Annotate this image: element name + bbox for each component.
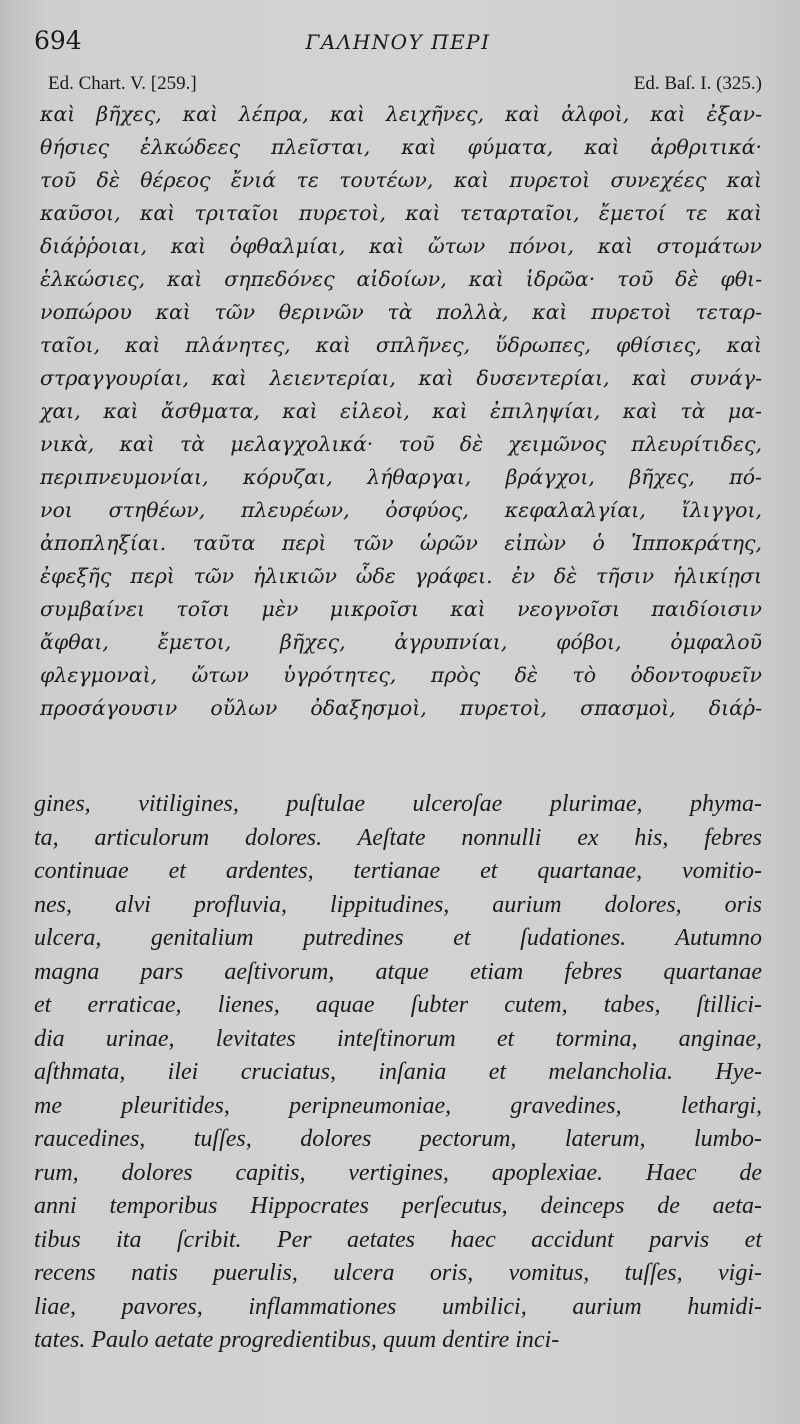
greek-text-line: θήσιες ἑλκώδεες πλεῖσται, καὶ φύματα, καὶ ἀρθριτικά· [40,135,762,159]
greek-text-line: καὶ βῆχες, καὶ λέπρα, καὶ λειχῆνες, καὶ ἀλφοὶ, καὶ ἐξαν- [40,102,762,126]
latin-text-line: ulcera, genitalium putredines et ſudationes. Autumno [34,925,762,951]
latin-text-line: tibus ita ſcribit. Per aetates haec accidunt parvis et [34,1226,762,1253]
greek-text-line: χαι, καὶ ἄσθματα, καὶ εἰλεοὶ, καὶ ἐπιληψίαι, καὶ τὰ μα- [40,399,762,423]
latin-text-line: liae, pavores, inflammationes umbilici, aurium humidi- [34,1293,762,1320]
greek-text-line: περιπνευμονίαι, κόρυζαι, λήθαργαι, βράγχοι, βῆχες, πό- [40,465,762,489]
latin-text-line: aſthmata, ilei cruciatus, inſania et melancholia. Hye- [34,1059,762,1085]
edition-ref-left: Ed. Chart. V. [259.] [48,73,197,94]
greek-text-line: νικὰ, καὶ τὰ μελαγχολικά· τοῦ δὲ χειμῶνος πλευρίτιδες, [40,432,762,456]
latin-text-line: dia urinae, levitates inteſtinorum et tormina, anginae, [34,1025,762,1052]
edition-ref-right: Ed. Baſ. I. (325.) [633,73,762,94]
greek-text-line: ἀποπληξίαι. ταῦτα περὶ τῶν ὡρῶν εἰπὼν ὁ Ἱπποκράτης, [40,531,762,555]
page-number: 694 [34,26,82,55]
greek-text-line: τοῦ δὲ θέρεος ἔνιά τε τουτέων, καὶ πυρετοὶ συνεχέες καὶ [40,168,762,192]
latin-text-line: rum, dolores capitis, vertigines, apoplexiae. Haec de [34,1159,762,1186]
latin-text-line: magna pars aeſtivorum, atque etiam febres quartanae [34,958,762,985]
latin-text-line: nes, alvi profluvia, lippitudines, aurium dolores, oris [34,891,762,918]
greek-text-line: ἑλκώσιες, καὶ σηπεδόνες αἰδοίων, καὶ ἱδρῶα· τοῦ δὲ φθι- [40,267,762,291]
latin-text-block [34,788,762,1358]
page-header [34,26,762,70]
latin-text-line: recens natis puerulis, ulcera oris, vomitus, tuſſes, vigi- [34,1260,762,1286]
greek-text-line: ἐφεξῆς περὶ τῶν ἡλικιῶν ὧδε γράφει. ἐν δὲ τῆσιν ἡλικίῃσι [40,564,762,588]
greek-text-line: νοπώρου καὶ τῶν θερινῶν τὰ πολλὰ, καὶ πυρετοὶ τεταρ- [40,300,762,324]
greek-text-line: συμβαίνει τοῖσι μὲν μικροῖσι καὶ νεογνοῖσι παιδίοισιν [40,597,762,621]
greek-text-line: ταῖοι, καὶ πλάνητες, καὶ σπλῆνες, ὕδρωπες, φθίσιες, καὶ [40,333,762,357]
latin-text-line: ta, articulorum dolores. Aeſtate nonnulli ex his, febres [34,824,762,851]
latin-text-line: me pleuritides, peripneumoniae, gravedines, lethargi, [34,1092,762,1119]
latin-text-line: anni temporibus Hippocrates perſecutus, deinceps de aeta- [34,1193,762,1219]
latin-text-line: continuae et ardentes, tertianae et quartanae, vomitio- [34,858,762,884]
latin-text-line: et erraticae, lienes, aquae ſubter cutem, tabes, ſtillici- [34,992,762,1018]
greek-text-line: στραγγουρίαι, καὶ λειεντερίαι, καὶ δυσεντερίαι, καὶ συνάγ- [40,366,762,390]
running-title: ΓΑΛΗΝΟΥ ΠΕΡΙ [305,30,491,54]
greek-text-line: προσάγουσιν οὔλων ὀδαξησμοὶ, πυρετοὶ, σπασμοὶ, διάῤ- [40,696,762,720]
section-gap [34,725,762,788]
greek-text-block [34,98,762,725]
edition-references [34,70,762,98]
greek-text-line: καῦσοι, καὶ τριταῖοι πυρετοὶ, καὶ τεταρταῖοι, ἔμετοί τε καὶ [40,201,762,225]
latin-text-line: gines, vitiligines, puſtulae ulceroſae plurimae, phyma- [34,791,762,817]
greek-text-line: νοι στηθέων, πλευρέων, ὀσφύος, κεφαλαλγίαι, ἴλιγγοι, [40,498,762,522]
greek-text-line: διάῤῥοιαι, καὶ ὀφθαλμίαι, καὶ ὤτων πόνοι, καὶ στομάτων [40,234,762,258]
latin-text-line: raucedines, tuſſes, dolores pectorum, laterum, lumbo- [34,1126,762,1152]
greek-text-line: φλεγμοναὶ, ὤτων ὑγρότητες, πρὸς δὲ τὸ ὀδοντοφυεῖν [40,663,762,687]
latin-text-line: tates. Paulo aetate progredientibus, quum dentire inci- [34,1327,560,1353]
greek-text-line: ἄφθαι, ἔμετοι, βῆχες, ἀγρυπνίαι, φόβοι, ὀμφαλοῦ [40,630,762,654]
